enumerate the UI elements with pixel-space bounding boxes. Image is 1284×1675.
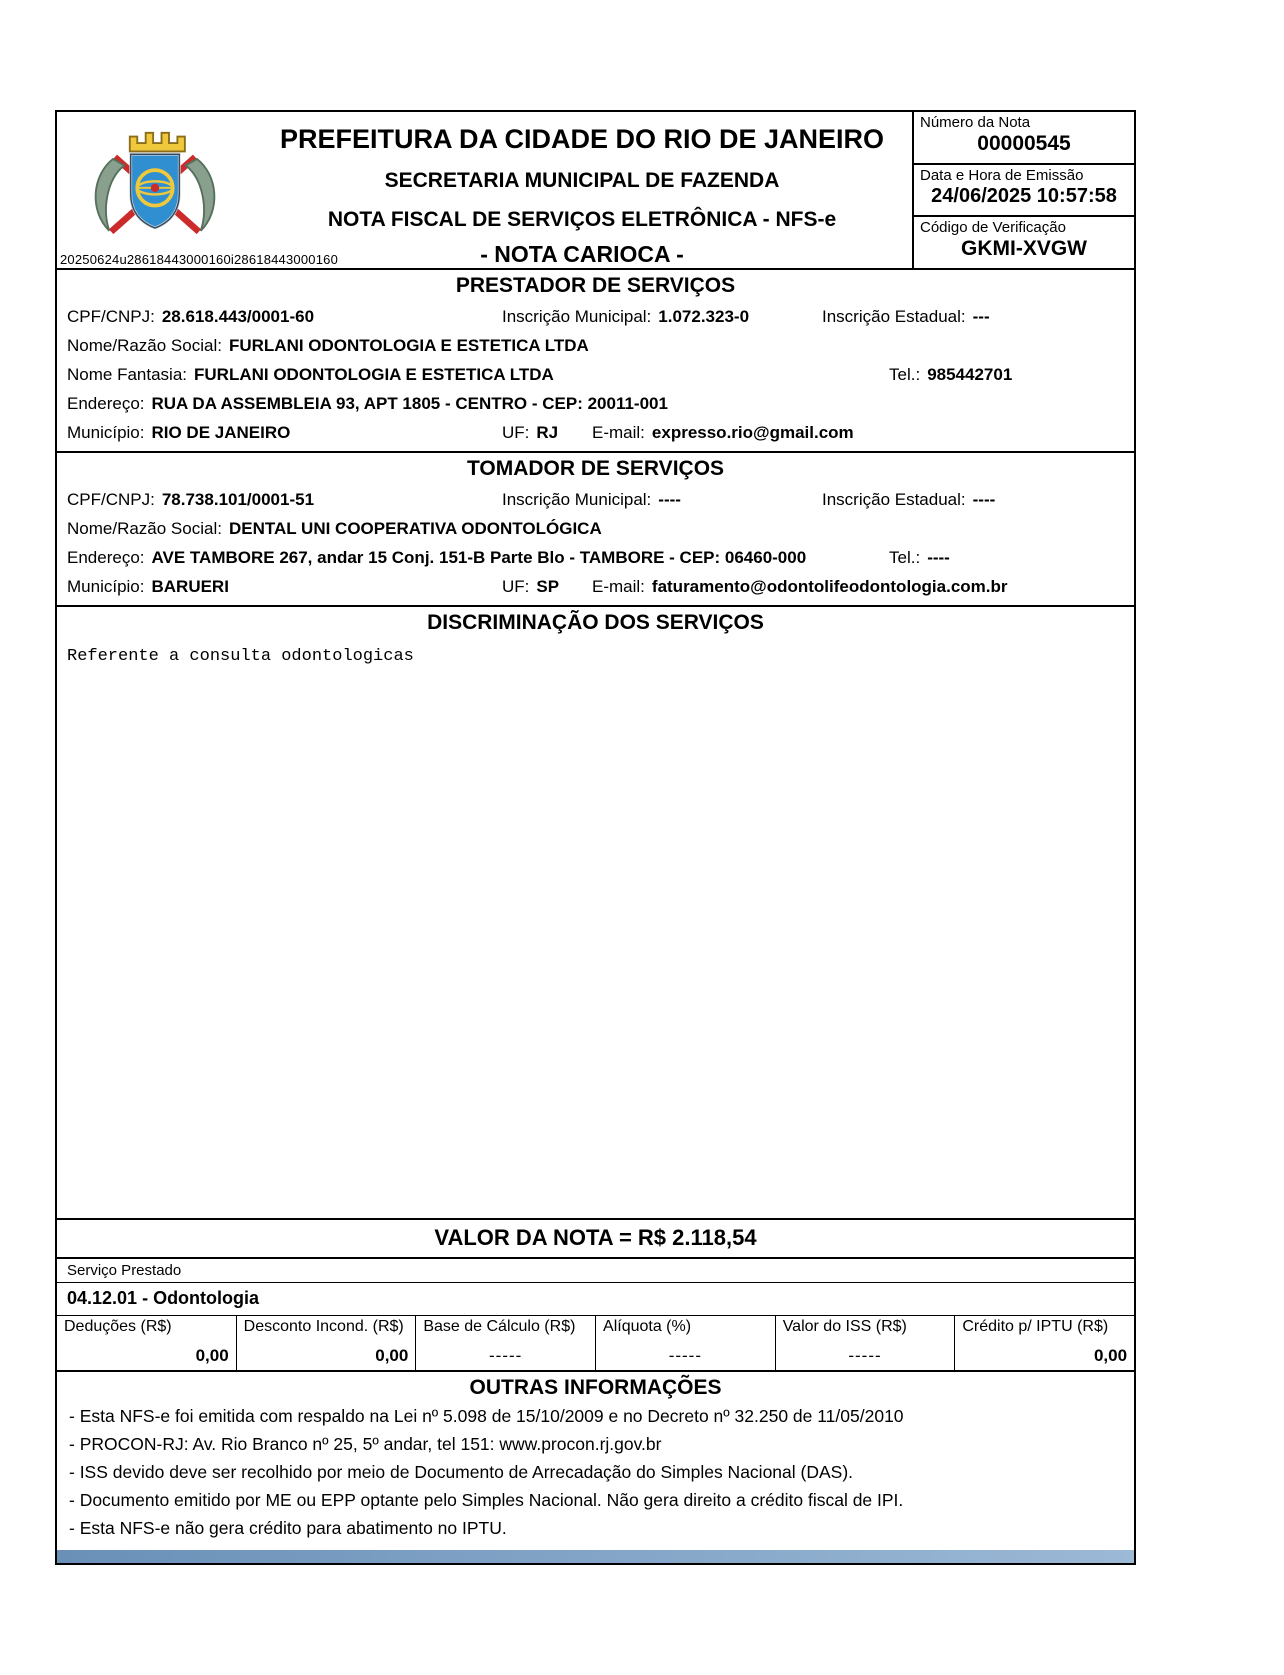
tomador-insc-municipal — [502, 488, 822, 512]
rio-coat-of-arms-icon — [57, 112, 252, 242]
impostos-credito-iptu-value: 0,00 — [1093, 1346, 1128, 1365]
prestador-municipio-label: Município: — [67, 423, 145, 442]
servicos-section-title: DISCRIMINAÇÃO DOS SERVIÇOS — [427, 611, 764, 634]
prestador-uf-label: UF: — [502, 423, 530, 442]
prestador-insc-municipal — [502, 305, 822, 329]
tomador-insc-estadual-label: Inscrição Estadual: — [822, 490, 966, 509]
prestador-section — [57, 270, 1134, 453]
impostos-base-calculo — [416, 1316, 596, 1370]
impostos-base-calculo-value: ----- — [489, 1346, 523, 1365]
servicos-descricao: Referente a consulta odontologicas — [67, 647, 414, 666]
prestador-insc-municipal-value: 1.072.323-0 — [658, 307, 750, 326]
tomador-insc-municipal-label: Inscrição Municipal: — [502, 490, 652, 509]
tomador-municipio — [67, 575, 502, 599]
verification-code-label: Código de Verificação — [920, 219, 1066, 237]
impostos-deducoes — [57, 1316, 237, 1370]
prestador-email-value: expresso.rio@gmail.com — [651, 423, 854, 442]
tomador-tel-value: ---- — [927, 548, 950, 567]
nota-number-box — [914, 112, 1134, 165]
impostos-deducoes-value: 0,00 — [195, 1346, 229, 1365]
servicos-section — [57, 607, 1134, 1218]
prestador-cpf-cnpj — [67, 305, 502, 329]
tomador-tel-label: Tel.: — [889, 548, 921, 567]
logo-cell — [57, 112, 338, 268]
nfse-title: NOTA FISCAL DE SERVIÇOS ELETRÔNICA - NFS-e — [327, 208, 837, 231]
prestador-section-title: PRESTADOR DE SERVIÇOS — [455, 274, 736, 297]
prestador-insc-municipal-label: Inscrição Municipal: — [502, 307, 652, 326]
tomador-uf-value: SP — [536, 577, 560, 596]
prestador-tel-label: Tel.: — [889, 365, 921, 384]
tomador-razao-social-label: Nome/Razão Social: — [67, 519, 222, 538]
tomador-email-value: faturamento@odontolifeodontologia.com.br — [651, 577, 1008, 596]
outras-line-3: - ISS devido deve ser recolhido por meio de Documento de Arrecadação do Simples Nacional (DAS). — [69, 1462, 854, 1482]
impostos-credito-iptu-label: Crédito p/ IPTU (R$) — [962, 1318, 1109, 1335]
outras-line-2: - PROCON-RJ: Av. Rio Branco nº 25, 5º andar, tel 151: www.procon.rj.gov.br — [69, 1434, 662, 1454]
outras-line-5: - Esta NFS-e não gera crédito para abatimento no IPTU. — [69, 1518, 507, 1538]
nota-number-value: 00000545 — [977, 132, 1071, 155]
impostos-desconto-value: 0,00 — [375, 1346, 409, 1365]
tomador-endereco — [67, 546, 889, 570]
verification-code-value: GKMI-XVGW — [961, 237, 1087, 261]
footer-blue-bar — [57, 1550, 1134, 1563]
tomador-insc-estadual — [822, 488, 1124, 512]
prestador-tel — [889, 363, 1124, 387]
impostos-aliquota-label: Alíquota (%) — [603, 1318, 692, 1335]
tomador-insc-municipal-value: ---- — [658, 490, 681, 509]
prestador-row-endereco — [57, 387, 1134, 416]
prestador-nome-fantasia-label: Nome Fantasia: — [67, 365, 187, 384]
tomador-row-razao — [57, 512, 1134, 541]
tomador-razao-social — [67, 517, 1124, 541]
impostos-desconto — [237, 1316, 417, 1370]
impostos-aliquota — [596, 1316, 776, 1370]
prestador-tel-value: 985442701 — [927, 365, 1013, 384]
prestador-nome-fantasia — [67, 363, 889, 387]
prestador-row-fantasia — [57, 358, 1134, 387]
header-titles — [252, 112, 912, 268]
tomador-razao-social-value: DENTAL UNI COOPERATIVA ODONTOLÓGICA — [228, 519, 602, 538]
tomador-row-endereco — [57, 541, 1134, 570]
tomador-section-title: TOMADOR DE SERVIÇOS — [466, 457, 725, 480]
nota-number-label: Número da Nota — [920, 114, 1031, 131]
header-info-column — [912, 112, 1134, 268]
impostos-aliquota-value: ----- — [668, 1346, 702, 1365]
prestador-insc-estadual-label: Inscrição Estadual: — [822, 307, 966, 326]
prestador-email — [592, 421, 1124, 445]
prestador-razao-social-value: FURLANI ODONTOLOGIA E ESTETICA LTDA — [228, 336, 589, 355]
outras-informacoes-section — [57, 1372, 1134, 1550]
prestador-endereco-value: RUA DA ASSEMBLEIA 93, APT 1805 - CENTRO - CEP: 20011-001 — [151, 394, 668, 413]
verification-code-box — [914, 217, 1134, 268]
document-code-line: 20250624u28618443000160i28618443000160 — [60, 252, 338, 267]
impostos-valor-iss — [776, 1316, 956, 1370]
prestador-cpf-cnpj-value: 28.618.443/0001-60 — [161, 307, 315, 326]
impostos-base-calculo-label: Base de Cálculo (R$) — [423, 1318, 576, 1335]
prestador-row-municipio — [57, 416, 1134, 445]
servico-prestado-label: Serviço Prestado — [57, 1259, 1134, 1283]
tomador-email — [592, 575, 1124, 599]
nota-carioca-title: - NOTA CARIOCA - — [480, 241, 684, 267]
prestador-municipio-value: RIO DE JANEIRO — [151, 423, 291, 442]
emission-datetime-label: Data e Hora de Emissão — [920, 166, 1084, 184]
tomador-uf-label: UF: — [502, 577, 530, 596]
servico-prestado-value: 04.12.01 - Odontologia — [57, 1283, 1134, 1316]
tomador-tel — [889, 546, 1124, 570]
tomador-cpf-cnpj-label: CPF/CNPJ: — [67, 490, 155, 509]
prestador-row-ids — [57, 300, 1134, 329]
tomador-cpf-cnpj-value: 78.738.101/0001-51 — [161, 490, 315, 509]
document-header — [57, 112, 1134, 270]
prestador-razao-social — [67, 334, 1124, 358]
prestador-insc-estadual — [822, 305, 1124, 329]
tomador-endereco-label: Endereço: — [67, 548, 145, 567]
prestador-municipio — [67, 421, 502, 445]
prestador-endereco-label: Endereço: — [67, 394, 145, 413]
prestador-nome-fantasia-value: FURLANI ODONTOLOGIA E ESTETICA LTDA — [194, 365, 554, 384]
tomador-municipio-value: BARUERI — [151, 577, 229, 596]
impostos-valor-iss-label: Valor do ISS (R$) — [782, 1318, 907, 1335]
prestador-endereco — [67, 392, 1124, 416]
tomador-endereco-value: AVE TAMBORE 267, andar 15 Conj. 151-B Parte Blo - TAMBORE - CEP: 06460-000 — [151, 548, 807, 567]
city-title: PREFEITURA DA CIDADE DO RIO DE JANEIRO — [279, 124, 885, 154]
impostos-valor-iss-value: ----- — [848, 1346, 882, 1365]
impostos-desconto-label: Desconto Incond. (R$) — [243, 1318, 404, 1335]
tomador-municipio-label: Município: — [67, 577, 145, 596]
tomador-row-municipio — [57, 570, 1134, 599]
prestador-row-razao — [57, 329, 1134, 358]
outras-line-1: - Esta NFS-e foi emitida com respaldo na Lei nº 5.098 de 15/10/2009 e no Decreto nº 32.250 de 11/05/2010 — [69, 1406, 904, 1426]
impostos-deducoes-label: Deduções (R$) — [64, 1318, 172, 1335]
tomador-insc-estadual-value: ---- — [972, 490, 996, 509]
prestador-razao-social-label: Nome/Razão Social: — [67, 336, 222, 355]
tomador-email-label: E-mail: — [592, 577, 645, 596]
prestador-cpf-cnpj-label: CPF/CNPJ: — [67, 307, 155, 326]
impostos-table — [57, 1316, 1134, 1372]
nfse-document — [55, 110, 1136, 1565]
prestador-email-label: E-mail: — [592, 423, 645, 442]
emission-datetime-box — [914, 165, 1134, 218]
outras-line-4: - Documento emitido por ME ou EPP optante pelo Simples Nacional. Não gera direito a crédito fiscal de IPI. — [69, 1490, 904, 1510]
prestador-uf-value: RJ — [536, 423, 559, 442]
tomador-section — [57, 453, 1134, 607]
tomador-row-ids — [57, 483, 1134, 512]
emission-datetime-value: 24/06/2025 10:57:58 — [931, 184, 1117, 207]
prestador-uf — [502, 421, 592, 445]
tomador-uf — [502, 575, 592, 599]
impostos-credito-iptu — [955, 1316, 1134, 1370]
outras-informacoes-title: OUTRAS INFORMAÇÕES — [469, 1376, 722, 1399]
secretaria-title: SECRETARIA MUNICIPAL DE FAZENDA — [384, 169, 780, 192]
tomador-cpf-cnpj — [67, 488, 502, 512]
prestador-insc-estadual-value: --- — [972, 307, 990, 326]
valor-da-nota: VALOR DA NOTA = R$ 2.118,54 — [57, 1218, 1134, 1259]
